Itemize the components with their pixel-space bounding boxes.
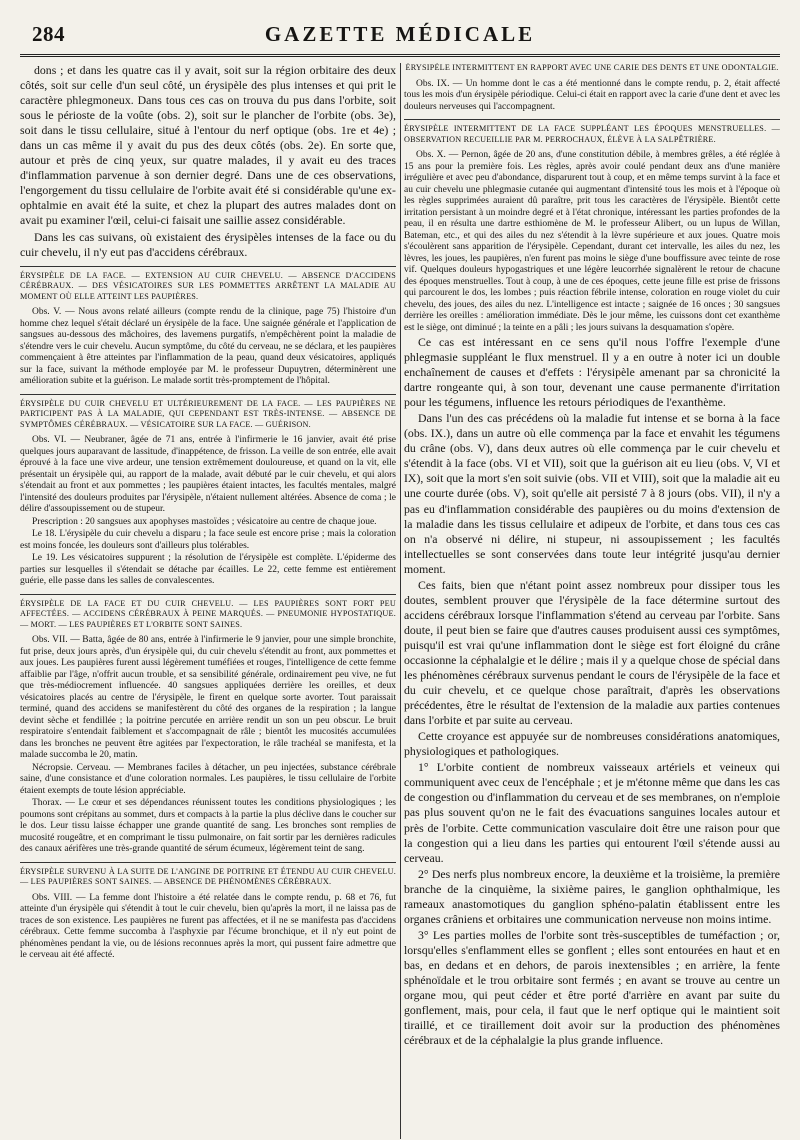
paragraph: Cette croyance est appuyée sur de nombreuses considérations anatomiques, physiologiques et pathologiques. xyxy=(404,729,780,759)
section-heading: ÉRYSIPÈLE SURVENU À LA SUITE DE L'ANGINE DE POITRINE ET ÉTENDU AU CUIR CHEVELU. — LES PAUPIÈRES SONT SAINES. — ABSENCE DE PHÉNOMÈNES CÉRÉBRAUX. xyxy=(20,862,396,888)
page-number: 284 xyxy=(32,22,65,46)
paragraph: Obs. IX. — Un homme dont le cas a été mentionné dans le compte rendu, p. 2, était affecté tous les mois d'un érysipèle périodique. Celui-ci était en rapport avec la carie d'une dent et avec les douleurs nerveuses qui l'accompagnent. xyxy=(404,78,780,112)
paragraph: Nécropsie. Cerveau. — Membranes faciles à détacher, un peu injectées, substance cérébrale saine, d'une consistance et d'une coloration normales. Les paupières, le tissu cellulaire de l'orbite étaient exempts de toute lésion appréciable. xyxy=(20,762,396,796)
section-heading: ÉRYSIPÈLE DE LA FACE. — EXTENSION AU CUIR CHEVELU. — ABSENCE D'ACCIDENS CÉRÉBRAUX. — DES VÉSICATOIRES SUR LES POMMETTES ARRÊTENT LA MALADIE AU MOMENT OÙ ELLE ATTEINT LES PAUPIÈRES. xyxy=(20,266,396,303)
paragraph: Obs. VI. — Neubraner, âgée de 71 ans, entrée à l'infirmerie le 16 janvier, avait été prise quelques jours auparavant de lassitude, d'inappétence, de frisson. La veille de son entrée, elle avait éprouvé à la face une vive ardeur, une tension extrêmement douloureuse, et quand on la vit, elle présentait un érysipèle qui, au rapport de la malade, avait débuté par le cuir chevelu, et qui alors s'étendait au front et aux pommettes ; les paupières étaient intactes, les facultés mentales, malgré l'intensité des douleurs produites par l'érysipèle, n'étaient nullement altérées. Absence de coma ; le délire d'assoupissement ou de stupeur. xyxy=(20,435,396,515)
paragraph: 3° Les parties molles de l'orbite sont très-susceptibles de tuméfaction ; or, lorsqu'elles s'enflamment elles se gonflent ; elles sont entourées en haut et en bas, en dedans et en dehors, de parois inextensibles ; en arrière, la fente sphénoïdale et le trou orbitaire sont fermés ; en avant se trouve au centre un organe mou, qui peut céder et être porté d'arrière en avant par suite du gonflement, mais, pour cela, il faut que le nerf optique qui le maintient soit tiraillé, et ce tiraillement doit avoir sur la production des phénomènes cérébraux et de la céphalalgie la plus grande influence. xyxy=(404,927,780,1048)
paragraph: 2° Des nerfs plus nombreux encore, la deuxième et la troisième, la première branche de la cinquième, la sixième paires, le ganglion ophthalmique, les rameaux anastomotiques du ganglion sphéno-palatin établissent entre les organes crâniens et orbitaires une communication nerveuse non moins intime. xyxy=(404,866,780,926)
two-column-body xyxy=(20,63,780,1139)
paragraph: Obs. X. — Pernon, âgée de 20 ans, d'une constitution débile, à membres grêles, a été réglée à 15 ans pour la première fois. Les règles, après avoir coulé pendant deux ans d'une manière irrégulière et avec peu d'abondance, disparurent tout à coup, et en même temps survint à la face et au cuir chevelu une phlegmasie cutanée qui augmentant d'intensité tous les mois et à l'époque où les règles supprimées auraient dû paraître, prit tous les caractères de l'érysipèle. Bientôt cette irritation persistant à un moindre degré et à l'état chronique, intéressant les parties profondes de la peau, il en résulta une dartre esthiomène de M. le professeur Alibert, ou un lupus de Willan, Bateman, etc., et qui des ailes du nez s'étendit à la lèvre supérieure et aux joues. Quatre mois s'écoulèrent sans apparition de l'érysipèle. Cependant, durant cet intervalle, les ailes du nez, les lèvres, les joues, les paupières, n'en furent pas moins le siège d'une bouffissure avec teinte de rose vif. Quelques douleurs hypogastriques et une légère leucorrhée signalèrent le retour de chacune des époques menstruelles. Tout à coup, à une de ces époques, cette jeune fille est prise de frissons qui parcourent le dos, les lombes ; puis réaction fébrile intense, coloration en rouge violet du cuir chevelu, des joues, des ailes du nez. L'intelligence est intacte ; saignée de 16 onces ; 30 sangsues derrière les oreilles : amélioration immédiate. Dès le jour même, les cuissons dont cet exanthème est le siège, ont diminué ; la teinte en a pâli ; les jours suivans la desquamation s'opère. xyxy=(404,150,780,333)
paragraph: Prescription : 20 sangsues aux apophyses mastoïdes ; vésicatoire au centre de chaque joue. xyxy=(32,516,377,527)
left-column xyxy=(20,63,396,1139)
paragraph: Le 18. L'érysipèle du cuir chevelu a disparu ; la face seule est encore prise ; mais la coloration est moins foncée, les douleurs sont d'ailleurs plus tolérables. xyxy=(20,529,396,551)
page-header xyxy=(20,10,780,57)
column-rule xyxy=(400,63,401,1139)
journal-title: GAZETTE MÉDICALE xyxy=(264,22,536,46)
paragraph: Le 19. Les vésicatoires suppurent ; la résolution de l'érysipèle est complète. L'épiderme des parties sur lesquelles il s'étendait se détache par écailles. Le 22, cette femme est entièrement guérie, elle passe dans les salles de convalescentes. xyxy=(20,553,396,587)
paragraph: dons ; et dans les quatre cas il y avait, soit sur la région orbitaire des deux côtés, soit sur celle d'un seul côté, un érysipèle des plus intenses et qui prit le caractère phlegmoneux. Dans tous ces cas on trouva du pus dans l'orbite, soit sous le périoste de la voûte (obs. 2), soit sur le plancher de l'orbite (obs. 3e), soit dans le tissu cellulaire, situé à l'entour du nerf optique (obs. 1re et 4e) ; dans un cas même il y avait du pus des deux côtés (obs. 2e). En sorte que, autour et près de cinq yeux, sur quatre malades, il y avait eu des traces d'inflammation parvenue à son dernier degré. Dans une de ces observations, l'engorgement du tissu cellulaire de l'orbite avait été si considérable qu'une ex-ophtalmie en avait été la suite, et chez la plupart des autres malades dont on avait pu examiner l'œil, celui-ci faisait une saillie assez considérable. xyxy=(20,63,396,228)
paragraph: 1° L'orbite contient de nombreux vaisseaux artériels et veineux qui communiquent avec ceux de l'encéphale ; et je m'étonne même que dans les cas de congestion ou d'inflammation du cerveau et de ses membranes, on n'emploie pas plus souvent qu'on ne le fait des évacuations sanguines locales autour et près de l'orbite. Cette communication vasculaire doit être une raison pour que la congestion qui a lieu dans les parties qui entourent l'œil s'étende aussi au cerveau. xyxy=(404,760,780,865)
paragraph: Obs. VII. — Batta, âgée de 80 ans, entrée à l'infirmerie le 9 janvier, pour une simple bronchite, fut prise, deux jours après, d'un érysipèle qui, du cuir chevelu s'étendit au front, aux pommettes et aux joues. Les paupières furent aussi légèrement tuméfiées et rouges, l'intelligence de cette femme affaiblie par l'âge, n'offrit aucun trouble, et sa sensibilité générale, ordinairement peu vive, ne fut que très-médiocrement influencée. 40 sangsues appliquées derrière les oreilles, et deux vésicatoires placés au centre de l'érysipèle, le firent en quelque sorte avorter. Tout paraissait terminé, quand des accidens se manifestèrent du côté des organes de la respiration ; la langue devint sèche et fendillée ; la poitrine percutée en arrière rendit un son un peu obscur. Le bruit respiratoire s'entendait faiblement et s'accompagnait de râle ; bientôt les mucosités accumulées dans les bronches ne peuvent être agitées par l'expectoration, le râle trachéal se manifesta, et la malade succomba le 20, matin. xyxy=(20,635,396,761)
paragraph: Obs. VIII. — La femme dont l'histoire a été relatée dans le compte rendu, p. 68 et 76, fut atteinte d'un érysipèle qui s'étendit à tout le cuir chevelu, bien qu'après la mort, il ne laissa pas de traces de son existence. Les paupières ne furent pas affectées, et il ne se manifesta pas d'accidens cérébraux. Cette femme succomba à l'asphyxie par l'écume bronchique, et il n'y eut point de phénomènes pendant la vie, ou de lésions reconnues après la mort, qui pussent faire admettre que le cerveau ait été affecté. xyxy=(20,892,396,961)
paragraph: Ce cas est intéressant en ce sens qu'il nous l'offre l'exemple d'une phlegmasie suppléant le flux menstruel. Il y a en outre à noter ici un double enchaînement de causes et d'effets : l'érysipèle amenant par sa chronicité la dartre rongeante qui, à son tour, devenant une cause permanente d'irritation pour les tégumens, influence les retours périodiques de l'exanthème. xyxy=(404,335,780,410)
section-heading: ÉRYSIPÈLE INTERMITTENT DE LA FACE SUPPLÉANT LES ÉPOQUES MENSTRUELLES. — OBSERVATION RECUEILLIE PAR M. PERROCHAUX, ÉLÈVE À LA SALPÊTRIÈRE. xyxy=(404,119,780,145)
paragraph: Obs. V. — Nous avons relaté ailleurs (compte rendu de la clinique, page 75) l'histoire d'un homme chez lequel s'était déclaré un érysipèle de la face. Une saignée générale et l'application de sangsues au-dessous des mâchoires, des lavemens purgatifs, n'empêchèrent point la maladie de s'étendre vers le cuir chevelu. Aucun symptôme, du côté du cerveau, ne se déclara, et les paupières commençaient à être atteintes par l'inflammation de la peau, quand deux vésicatoires, appliqués sur la face, suivant la méthode employée par M. le professeur Dupuytren, déterminèrent une amélioration subite et la guérison. Le malade sortit très-promptement de l'hôpital. xyxy=(20,307,396,387)
paragraph: Dans l'un des cas précédens où la maladie fut intense et se borna à la face (obs. IX.), dans un autre où elle commença par la face et envahit les tégumens du crâne (obs. V), dans deux autres où elle commença par le cuir chevelu et s'étendit à la face (obs. VI et VII), soit que la guérison ait eu lieu (obs. V, VI et IX), soit que la mort s'en soit suivie (obs. VII et VIII), soit que la maladie ait eu une courte durée (obs. V), soit qu'elle ait persisté 7 à 8 jours (obs. VII), il n'y a pas eu d'inflammation considérable des paupières ou du moins d'extension de la maladie dans les tissus cellulaire et adipeux de l'orbite, et dans tous ces cas on n'a observé ni délire, ni stupeur, ni assoupissement ; les facultés intellectuelles se sont conservées dans toute leur intégrité jusqu'au dernier moment. xyxy=(404,411,780,576)
section-heading: ÉRYSIPÈLE DU CUIR CHEVELU ET ULTÉRIEUREMENT DE LA FACE. — LES PAUPIÈRES NE PARTICIPENT PAS À LA MALADIE, QUI CEPENDANT EST TRÈS-INTENSE. — ABSENCE DE SYMPTÔMES CÉRÉBRAUX. — VÉSICATOIRE SUR LA FACE. — GUÉRISON. xyxy=(20,394,396,431)
paragraph: Dans les cas suivans, où existaient des érysipèles intenses de la face ou du cuir chevelu, il n'y eut pas d'accidens cérébraux. xyxy=(20,229,396,259)
right-column xyxy=(404,63,780,1139)
paragraph: Ces faits, bien que n'étant point assez nombreux pour dissiper tous les doutes, semblent prouver que l'érysipèle de la face détermine surtout des accidens cérébraux lorsque l'inflammation s'étend au cerveau par l'orbite. Sans doute, il peut bien se faire que d'autres causes produisent aussi ces symptômes, puisqu'il est vrai qu'une inflammation dont le siège est fort éloigné du crâne occasionne la céphalalgie et le délire ; mais il y a quelque chose de spécial dans les phénomènes cérébraux survenus pendant le cours de l'érysipèle de la face et du cuir chevelu, et ce quelque chose paraîtrait, d'après les observations précédentes, être le résultat de l'extension de la maladie aux parties contenues dans l'orbite et par suite au cerveau. xyxy=(404,577,780,728)
paragraph: Thorax. — Le cœur et ses dépendances réunissent toutes les conditions physiologiques ; les poumons sont crépitans au sommet, durs et compacts à la partie la plus déclive dans le coucher sur le dos. Leur tissu laisse échapper une grande quantité de sang. Les bronches sont remplies de mucosité rougeâtre, et en comprimant le tissu pulmonaire, on fait sortir par les dernières radicules des canaux aérifères une très-grande quantité de sérum écumeux, légèrement teint de sang. xyxy=(20,798,396,855)
section-heading: ÉRYSIPÈLE DE LA FACE ET DU CUIR CHEVELU. — LES PAUPIÈRES SONT FORT PEU AFFECTÉES. — ACCIDENS CÉRÉBRAUX À PEINE MARQUÉS. — PNEUMONIE HYPOSTATIQUE. — MORT. — LES PAUPIÈRES ET L'ORBITE SONT SAINES. xyxy=(20,594,396,631)
section-heading: ÉRYSIPÈLE INTERMITTENT EN RAPPORT AVEC UNE CARIE DES DENTS ET UNE ODONTALGIE. xyxy=(405,63,779,72)
